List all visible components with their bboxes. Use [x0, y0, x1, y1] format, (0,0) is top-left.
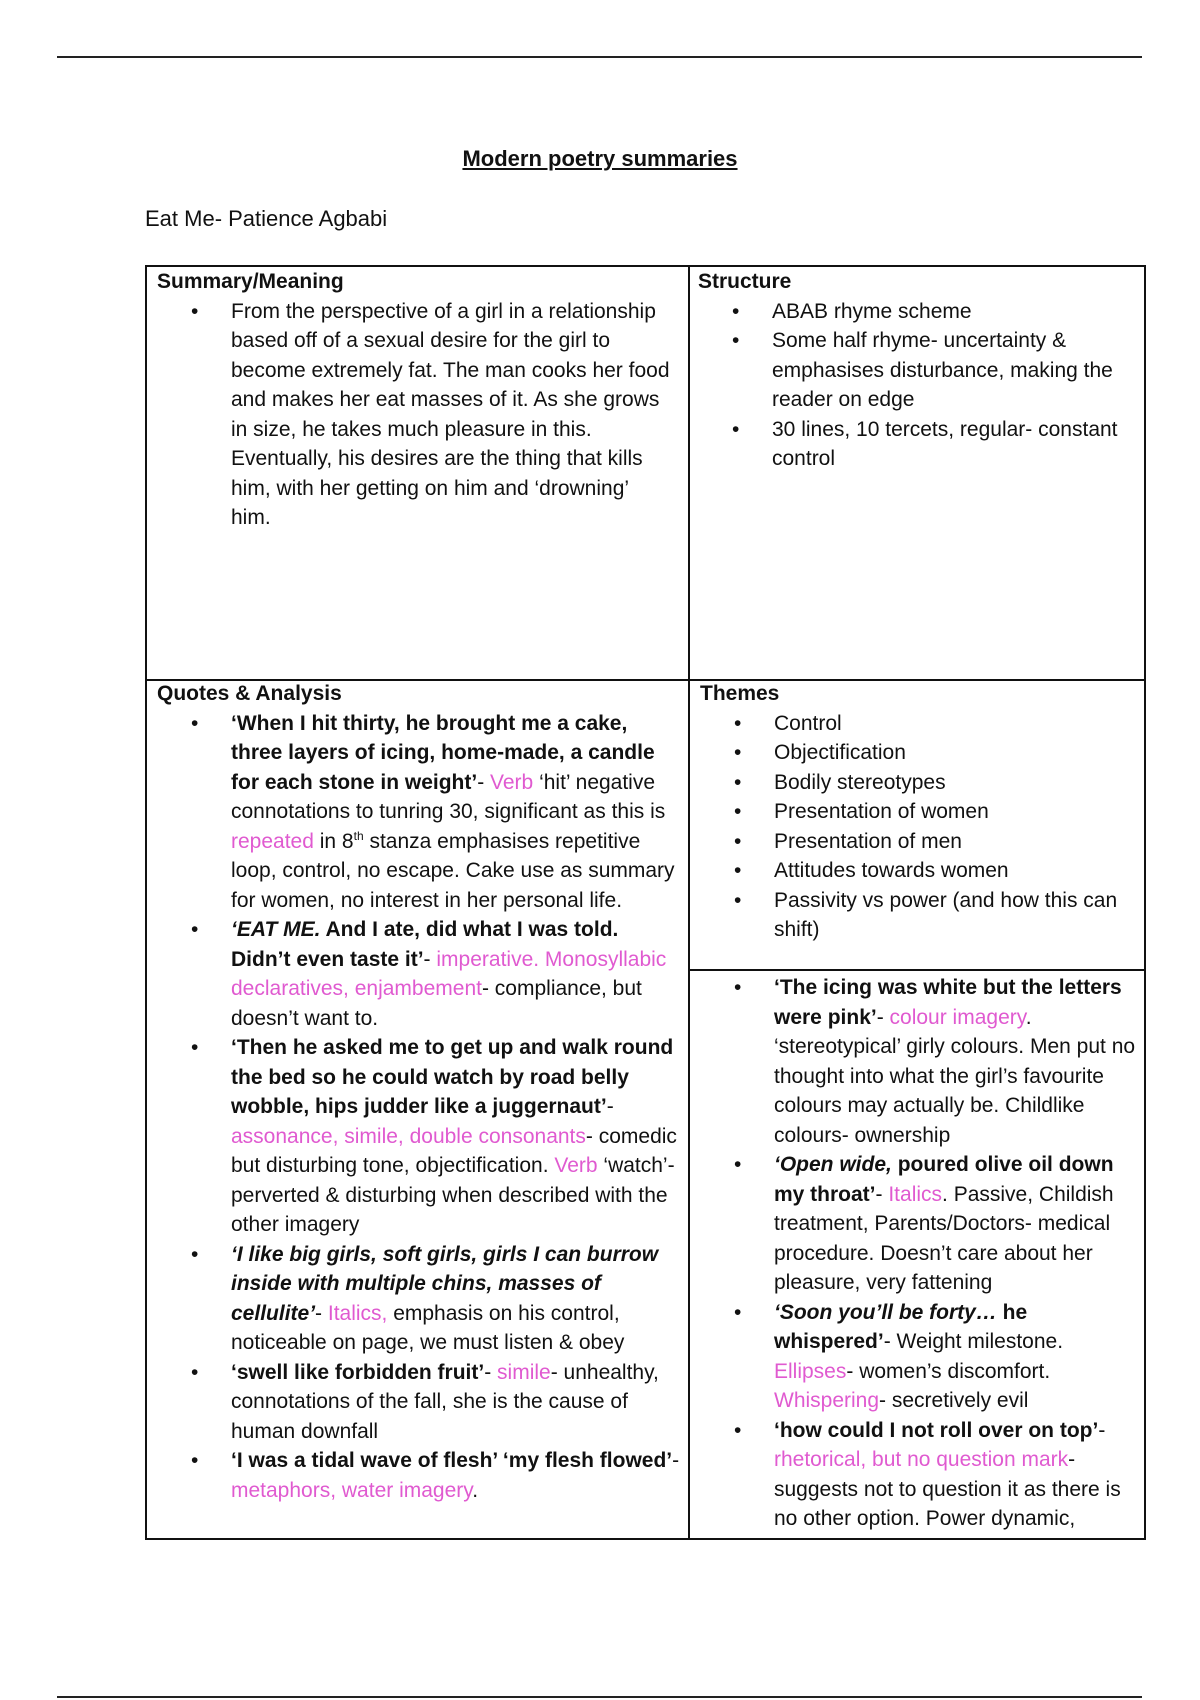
technique-label: Whispering	[774, 1389, 880, 1412]
technique-label: Verb	[490, 770, 534, 794]
quote-item: • ‘I like big girls, soft girls, girls I can burrow inside with multiple chins, masses of cellulite’- Italics, emphasis on his control, noticeable on page, we must listen & obey	[147, 1240, 682, 1358]
themes-heading: Themes	[700, 682, 780, 705]
theme-item: • Attitudes towards women	[690, 856, 1144, 886]
theme-item: • Passivity vs power (and how this can shift)	[690, 886, 1144, 945]
summary-cell	[145, 265, 690, 681]
quote-item: • ‘Then he asked me to get up and walk round the bed so he could watch by road belly wobble, hips judder like a juggernaut’- assonance, simile, double consonants- comedic but disturbing tone, objectification. Verb ‘watch’- perverted & disturbing when described with the other imagery	[147, 1033, 682, 1240]
structure-list	[688, 297, 1144, 474]
theme-item: • Presentation of women	[690, 797, 1144, 827]
bottom-rule	[57, 1696, 1142, 1698]
quote-text: ‘Soon you’ll be forty…	[774, 1300, 997, 1324]
technique-label: imperative. Monosyllabic declaratives, enjambement	[231, 947, 667, 1000]
theme-item: • Objectification	[690, 738, 1144, 768]
quote-text: ‘Then he asked me to get up and walk round the bed so he could watch by road belly wobble, hips judder like a juggernaut’	[231, 1036, 674, 1118]
technique-label: repeated	[231, 829, 314, 853]
technique-label: Italics,	[327, 1301, 388, 1325]
themes-list	[690, 709, 1144, 945]
quotes-continued-cell	[688, 971, 1146, 1540]
quote-text: poured olive oil down my throat’	[774, 1153, 1114, 1206]
themes-cell	[688, 679, 1146, 971]
quotes-heading: Quotes & Analysis	[157, 682, 342, 705]
quote-text: ‘how could I not roll over on top’	[774, 1418, 1099, 1442]
quote-item: • ‘how could I not roll over on top’- rhetorical, but no question mark- suggests not to question it as there is no other option. Power dynamic,	[690, 1416, 1144, 1534]
quote-text: And I ate, did what I was told. Didn’t even taste it’	[231, 918, 619, 971]
quote-text: he whispered’	[774, 1300, 1028, 1353]
quote-item: • ‘The icing was white but the letters were pink’- colour imagery. ‘stereotypical’ girly colours. Men put no thought into what the girl’s favourite colours may actually be. Childlike colours- ownership	[690, 973, 1144, 1150]
technique-label: Verb	[554, 1154, 598, 1177]
technique-label: Ellipses	[774, 1359, 847, 1383]
top-rule	[57, 56, 1142, 58]
technique-label: Italics	[888, 1182, 943, 1206]
theme-item: • Control	[690, 709, 1144, 739]
quote-text: ‘When I hit thirty, he brought me a cake, three layers of icing, home-made, a candle for each stone in weight’	[231, 711, 655, 794]
technique-label: metaphors, water imagery	[231, 1478, 473, 1502]
quote-text: ‘I was a tidal wave of flesh’ ‘my flesh flowed’	[231, 1449, 673, 1472]
structure-cell	[688, 265, 1146, 681]
technique-label: rhetorical, but no question mark	[774, 1448, 1069, 1471]
structure-item: • ABAB rhyme scheme	[688, 297, 1144, 327]
quote-item: • ‘Soon you’ll be forty… he whispered’- Weight milestone. Ellipses- women’s discomfort. Whispering- secretively evil	[690, 1298, 1144, 1416]
quote-text: ‘EAT ME.	[231, 918, 321, 941]
technique-label: assonance, simile, double consonants	[231, 1124, 586, 1148]
theme-item: • Presentation of men	[690, 827, 1144, 857]
quotes-cell	[145, 679, 690, 1540]
quote-text: ‘I like big girls, soft girls, girls I can burrow inside with multiple chins, masses of cellulite’	[231, 1242, 659, 1325]
summary-item: • From the perspective of a girl in a relationship based off of a sexual desire for the girl to become extremely fat. The man cooks her food and makes her eat masses of it. As she grows in size, he takes much pleasure in this. Eventually, his desires are the thing that kills him, with her getting on him and ‘drowning’ him.	[147, 297, 688, 533]
quote-item: • ‘Open wide, poured olive oil down my throat’- Italics. Passive, Childish treatment, Parents/Doctors- medical procedure. Doesn’t care about her pleasure, very fattening	[690, 1150, 1144, 1298]
technique-label: colour imagery	[889, 1005, 1026, 1029]
quote-item: • ‘swell like forbidden fruit’- simile- unhealthy, connotations of the fall, she is the cause of human downfall	[147, 1358, 682, 1447]
quote-item: • ‘I was a tidal wave of flesh’ ‘my flesh flowed’- metaphors, water imagery.	[147, 1446, 682, 1505]
structure-heading: Structure	[698, 270, 792, 293]
quotes-continued-list	[690, 973, 1144, 1534]
page-title: Modern poetry summaries	[462, 146, 738, 171]
quote-item: • ‘When I hit thirty, he brought me a cake, three layers of icing, home-made, a candle for each stone in weight’- Verb ‘hit’ negative connotations to tunring 30, significant as this is repeated in 8th stanza emphasises repetitive loop, control, no escape. Cake use as summary for women, no interest in her personal life.	[147, 709, 682, 916]
structure-item: • Some half rhyme- uncertainty & emphasises disturbance, making the reader on edge	[688, 326, 1144, 415]
summary-heading: Summary/Meaning	[157, 270, 344, 293]
quote-text: ‘swell like forbidden fruit’	[231, 1360, 485, 1384]
quote-text: ‘The icing was white but the letters were pink’	[774, 976, 1122, 1029]
technique-label: simile	[497, 1360, 551, 1384]
theme-item: • Bodily stereotypes	[690, 768, 1144, 798]
quotes-list	[147, 709, 690, 1506]
summary-list	[147, 297, 688, 533]
quote-item: • ‘EAT ME. And I ate, did what I was told. Didn’t even taste it’- imperative. Monosyllabic declaratives, enjambement- compliance, but doesn’t want to.	[147, 915, 682, 1033]
structure-item: • 30 lines, 10 tercets, regular- constant control	[688, 415, 1144, 474]
poem-heading: Eat Me- Patience Agbabi	[145, 206, 388, 231]
quote-text: ‘Open wide,	[774, 1153, 892, 1176]
